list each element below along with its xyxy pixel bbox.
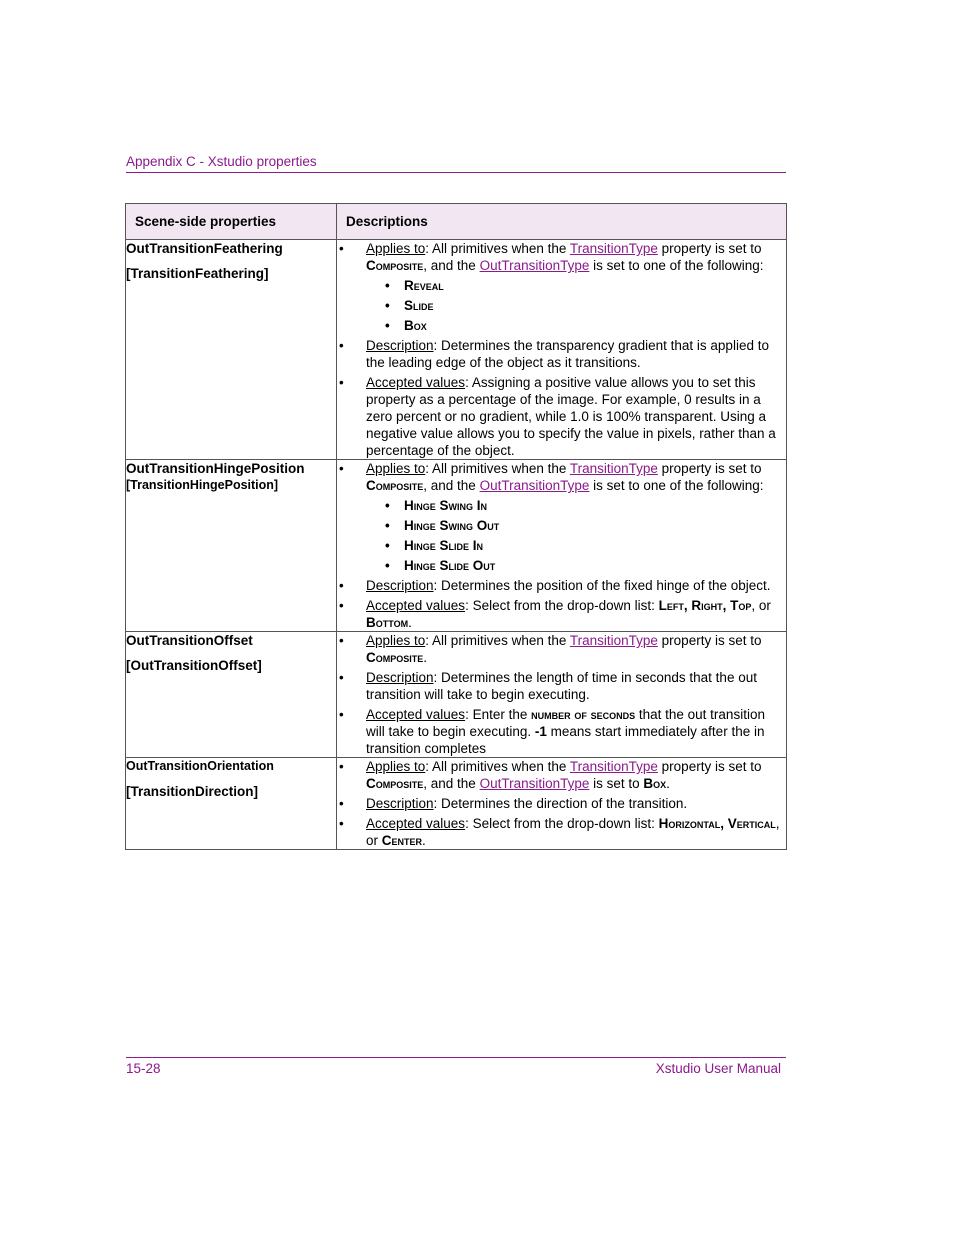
property-name: OutTransitionHingePosition bbox=[126, 461, 305, 476]
footer-rule bbox=[126, 1057, 786, 1058]
sub-list-item: • Slide bbox=[385, 298, 434, 313]
property-alias: [TransitionHingePosition] bbox=[126, 478, 279, 492]
outtransitiontype-link[interactable]: OutTransitionType bbox=[479, 478, 590, 493]
running-header: Appendix C - Xstudio properties bbox=[126, 154, 317, 169]
list-item: • Description: Determines the position of the fixed hinge of the object. bbox=[339, 578, 771, 593]
list-item: • Description: Determines the transparency gradient that is applied to the leading edge of the object as it transitions. bbox=[339, 338, 769, 370]
header-rule bbox=[126, 172, 786, 173]
description-cell bbox=[337, 460, 787, 632]
page-number: 15-28 bbox=[126, 1061, 161, 1076]
table-header-row bbox=[126, 204, 787, 240]
list-item: • Description: Determines the direction of the transition. bbox=[339, 796, 688, 811]
property-name-cell bbox=[126, 460, 337, 632]
outtransitiontype-link[interactable]: OutTransitionType bbox=[479, 258, 590, 273]
table-row bbox=[126, 460, 787, 632]
outtransitiontype-link[interactable]: OutTransitionType bbox=[479, 776, 590, 791]
list-item: • Accepted values: Select from the drop-down list: Left, Right, Top, or Bottom. bbox=[339, 598, 771, 630]
property-name: OutTransitionOrientation bbox=[126, 759, 274, 773]
column-header-properties: Scene-side properties bbox=[126, 204, 337, 240]
list-item: • Accepted values: Select from the drop-down list: Horizontal, Vertical, or Center. bbox=[339, 816, 780, 848]
property-name-cell bbox=[126, 758, 337, 850]
sub-list-item: • Hinge Slide Out bbox=[385, 558, 496, 573]
property-name: OutTransitionOffset bbox=[126, 633, 253, 648]
table-row bbox=[126, 632, 787, 758]
transitiontype-link[interactable]: TransitionType bbox=[569, 241, 658, 256]
column-header-descriptions: Descriptions bbox=[337, 204, 787, 240]
manual-title: Xstudio User Manual bbox=[655, 1061, 781, 1076]
property-alias: [TransitionFeathering] bbox=[126, 266, 269, 281]
list-item: • Applies to: All primitives when the TransitionType property is set to Composite, and the OutTransitionType is set to one of the following: • Reveal • Slide • Box bbox=[337, 240, 786, 334]
property-name-cell bbox=[126, 632, 337, 758]
list-item: • Applies to: All primitives when the TransitionType property is set to Composite. bbox=[339, 633, 762, 665]
property-name-cell bbox=[126, 240, 337, 460]
list-item: • Applies to: All primitives when the TransitionType property is set to Composite, and the OutTransitionType is set to Box. bbox=[339, 759, 762, 791]
sub-list-item: • Hinge Swing In bbox=[385, 498, 488, 513]
list-item: • Description: Determines the length of time in seconds that the out transition will take to begin executing. bbox=[339, 670, 757, 702]
properties-table bbox=[125, 203, 787, 850]
sub-list-item: • Reveal bbox=[385, 278, 444, 293]
sub-list-item: • Box bbox=[385, 318, 427, 333]
transitiontype-link[interactable]: TransitionType bbox=[569, 633, 658, 648]
transitiontype-link[interactable]: TransitionType bbox=[569, 461, 658, 476]
table-row bbox=[126, 758, 787, 850]
list-item: • Accepted values: Assigning a positive value allows you to set this property as a percentage of the image. For example, 0 results in a zero percent or no gradient, while 1.0 is 100% transparent. Using a negative value allows you to specify the value in pixels, rather than a percentage of the object. bbox=[339, 375, 776, 458]
property-name: OutTransitionFeathering bbox=[126, 241, 283, 256]
transitiontype-link[interactable]: TransitionType bbox=[569, 759, 658, 774]
description-cell bbox=[337, 758, 787, 850]
list-item: • Applies to: All primitives when the TransitionType property is set to Composite, and the OutTransitionType is set to one of the following: • Hinge Swing In • Hinge Swing Out • Hinge Slide In • Hinge Slide Out bbox=[337, 460, 786, 574]
table-row bbox=[126, 240, 787, 460]
description-cell bbox=[337, 240, 787, 460]
property-alias: [OutTransitionOffset] bbox=[126, 658, 262, 673]
sub-list-item: • Hinge Swing Out bbox=[385, 518, 500, 533]
property-alias: [TransitionDirection] bbox=[126, 784, 259, 799]
description-cell bbox=[337, 632, 787, 758]
list-item: • Accepted values: Enter the number of seconds that the out transition will take to begin executing. -1 means start immediately after the in transition completes bbox=[339, 707, 765, 756]
sub-list-item: • Hinge Slide In bbox=[385, 538, 484, 553]
